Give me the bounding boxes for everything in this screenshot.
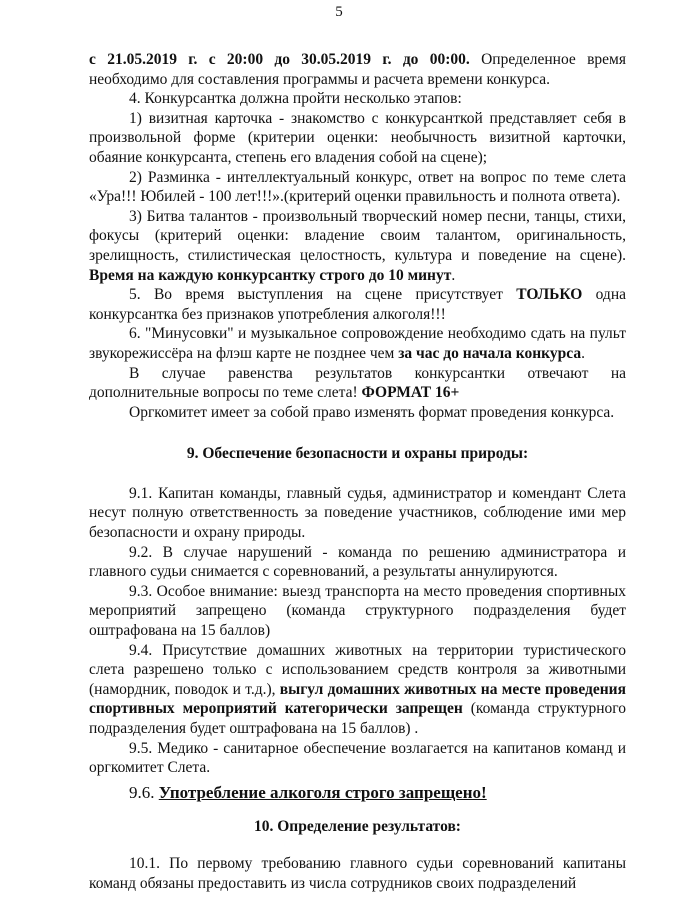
- item-6-text: 6. "Минусовки" и музыкальное сопровождение необходимо сдать на пульт звукорежиссёра на флэш карте не позднее чем: [89, 325, 626, 362]
- orgcom-paragraph: Оргкомитет имеет за собой право изменять формат проведения конкурса.: [129, 403, 615, 421]
- item-6-deadline: за час до начала конкурса: [398, 344, 582, 362]
- stage-3-end: .: [451, 266, 456, 284]
- contest-dates: с 21.05.2019 г. с 20:00 до 30.05.2019 г. до 00:00.: [89, 51, 470, 68]
- stage-1: 1) визитная карточка - знакомство с конкурсанткой представляет себя в произвольной форме (критерии оценки: необычность визитной карточки, обаяние конкурсанта, степень его владения собой на сцене);: [89, 109, 626, 166]
- item-5: [89, 285, 626, 324]
- stage-3: [89, 207, 626, 285]
- section-9-4: [89, 641, 626, 739]
- intro-paragraph: [89, 50, 626, 89]
- section-9-4-text-a: 9.4. Присутствие домашних животных на территории туристического слета разрешено только с использованием средств контроля за животными (намордник, поводок и т.д.),: [89, 641, 626, 698]
- stage-2: 2) Разминка - интеллектуальный конкурс, ответ на вопрос по теме слета «Ура!!! Юбилей - 100 лет!!!».(критерий оценки правильность и полнота ответа).: [89, 168, 626, 206]
- section-9-heading: 9. Обеспечение безопасности и охраны природы:: [186, 445, 529, 463]
- section-9-4-prohibition: выгул домашних животных на месте проведения спортивных мероприятий категорически запрещен: [89, 680, 626, 718]
- alcohol-prohibition: Употребление алкоголя строго запрещено!: [158, 782, 487, 802]
- item-6-end: .: [581, 344, 585, 362]
- section-9-6-number: 9.6.: [129, 782, 159, 802]
- page-number: 5: [335, 4, 343, 20]
- item-5-text-a: 5. Во время выступления на сцене присутствует: [129, 286, 517, 304]
- section-10-1: 10.1. По первому требованию главного судьи соревнований капитаны команд обязаны предоставить из числа сотрудников своих подразделений: [89, 855, 626, 892]
- section-9-5: 9.5. Медико - санитарное обеспечение возлагается на капитанов команд и оргкомитет Слета.: [89, 739, 626, 777]
- item-5-text-b: одна конкурсантка без признаков употребления алкоголя!!!: [89, 286, 626, 323]
- intro-text: Определенное время необходимо для составления программы и расчета времени конкурса.: [89, 51, 626, 88]
- section-9-1: 9.1. Капитан команды, главный судья, администратор и комендант Слета несут полную ответственность за поведение участников, соблюдение ими мер безопасности и охрану природы.: [89, 484, 626, 542]
- section-9-4-text-b: (команда структурного подразделения будет оштрафована на 15 баллов) .: [89, 700, 627, 737]
- item-5-only: ТОЛЬКО: [516, 286, 583, 304]
- section-9-6: [89, 782, 626, 803]
- tie-paragraph: [89, 364, 626, 403]
- section-9-2: 9.2. В случае нарушений - команда по решению администратора и главного судьи снимается с соревнований, а результаты аннулируются.: [89, 543, 626, 581]
- tie-text: В случае равенства результатов конкурсантки отвечают на дополнительные вопросы по теме слета!: [89, 364, 626, 402]
- section-10-heading: 10. Определение результатов:: [254, 817, 461, 835]
- format-badge: ФОРМАТ 16+: [361, 384, 460, 402]
- section-9-3: 9.3. Особое внимание: выезд транспорта на место проведения спортивных мероприятий запрещено (команда структурного подразделения будет оштрафована на 15 баллов): [89, 582, 626, 640]
- item-6: [89, 324, 626, 363]
- item-4: 4. Конкурсантка должна пройти несколько этапов:: [129, 90, 462, 108]
- page-content: [89, 50, 626, 894]
- stage-3-time-limit: Время на каждую конкурсантку строго до 10 минут: [89, 266, 452, 284]
- stage-3-text: 3) Битва талантов - произвольный творческий номер песни, танцы, стихи, фокусы (критерий оценки: владение своим талантом, оригинальность, зрелищность, стилистическая целостность, культура и поведение на сцене).: [89, 207, 626, 264]
